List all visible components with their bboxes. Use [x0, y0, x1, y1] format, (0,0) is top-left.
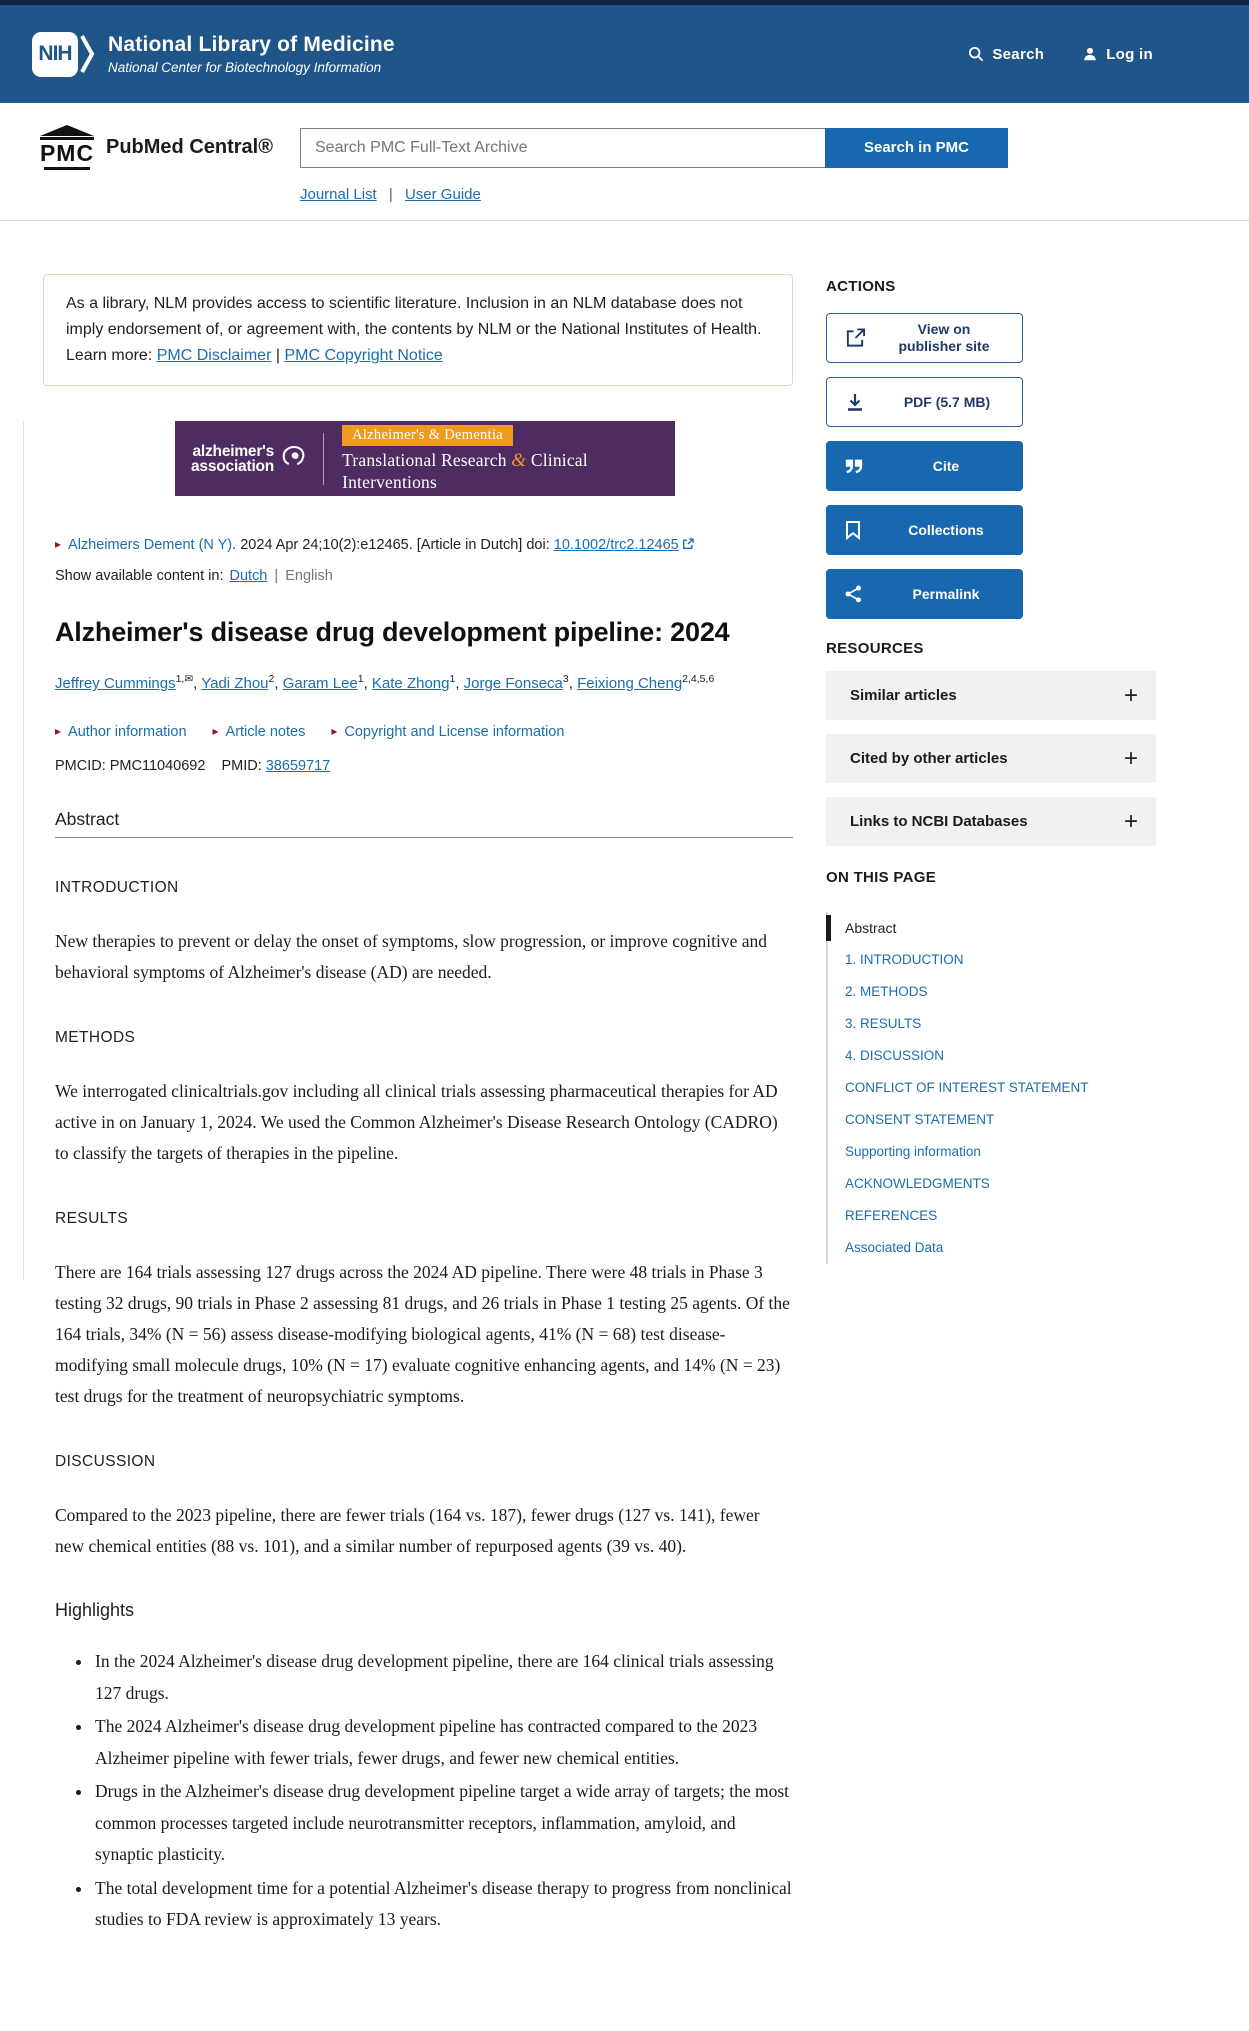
language-label: Show available content in: — [55, 568, 224, 585]
pmc-logo[interactable] — [38, 125, 300, 170]
toc-item-methods[interactable]: 2. METHODS — [845, 984, 928, 1000]
author-link[interactable]: Feixiong Cheng — [577, 675, 683, 693]
bookmark-icon — [844, 520, 862, 540]
article — [43, 421, 793, 1936]
triangle-bullet-icon — [331, 724, 344, 740]
journal-banner — [175, 421, 675, 496]
abstract-heading: Abstract — [55, 808, 793, 838]
ncbi-links-expander[interactable] — [826, 797, 1156, 846]
section-paragraph-introduction: New therapies to prevent or delay the onset of symptoms, slow progression, or improve cognitive and behavioral symptoms of Alzheimer's disease (AD) are needed. — [55, 931, 767, 983]
pmc-quick-links — [300, 186, 1249, 203]
author-separator: , — [568, 675, 578, 693]
pmcid-value: PMC11040692 — [109, 758, 206, 775]
pmid-link[interactable]: 38659717 — [265, 758, 331, 775]
assoc-line2: association — [191, 457, 275, 475]
user-guide-link[interactable]: User Guide — [404, 186, 481, 204]
triangle-bullet-icon — [213, 724, 226, 740]
header-login-label: Log in — [1106, 45, 1153, 63]
pmc-search-button[interactable]: Search in PMC — [825, 128, 1008, 168]
pmc-logo-baseline — [44, 167, 90, 170]
pmid-label: PMID: — [221, 758, 262, 775]
links-separator: | — [388, 186, 393, 204]
similar-articles-expander[interactable] — [826, 671, 1156, 720]
author-separator: , — [274, 675, 283, 693]
toc-item-consent[interactable]: CONSENT STATEMENT — [845, 1112, 995, 1128]
english-current-label: English — [285, 568, 333, 585]
author-link[interactable]: Jeffrey Cummings — [55, 675, 176, 693]
triangle-bullet-icon — [55, 724, 68, 740]
cite-button[interactable] — [826, 441, 1023, 491]
plus-icon: + — [1123, 744, 1138, 772]
author-affiliation: 1 — [357, 673, 364, 686]
ampersand-glyph: & — [511, 449, 527, 471]
external-link-icon — [845, 328, 866, 349]
pmc-search-bar — [0, 103, 1249, 221]
view-publisher-button[interactable] — [826, 313, 1023, 363]
journal-link[interactable]: Alzheimers Dement (N Y) — [68, 537, 233, 554]
on-this-page-nav — [826, 912, 1156, 1264]
citation-line — [55, 534, 793, 555]
pmc-copyright-link[interactable]: PMC Copyright Notice — [284, 347, 443, 365]
org-subtitle: National Center for Biotechnology Information — [108, 60, 382, 75]
highlight-item: • Drugs in the Alzheimer's disease drug development pipeline target a wide array of targets; the most common processes targeted include neurotransmitter receptors, inflammation, amyloid, and synaptic plasticity. — [93, 1776, 793, 1871]
journal-subtitle-post: Clinical Interventions — [342, 449, 588, 492]
journal-subtitle — [342, 450, 675, 493]
toc-item-associated-data[interactable]: Associated Data — [845, 1240, 944, 1256]
disclaimer-separator: | — [275, 347, 280, 365]
pdf-button-label: PDF (5.7 MB) — [903, 393, 991, 410]
article-notes-link[interactable]: Article notes — [225, 724, 306, 741]
section-paragraph-discussion: Compared to the 2023 pipeline, there are fewer trials (164 vs. 187), fewer drugs (127 vs. 141), fewer new chemical entities (88 vs. 101), and a similar number of repurposed agents (39 vs. 40). — [55, 1505, 760, 1557]
toc-item-discussion[interactable]: 4. DISCUSSION — [845, 1048, 945, 1064]
header-search-label: Search — [992, 45, 1045, 63]
org-title: National Library of Medicine — [108, 33, 395, 56]
author-affiliation: 2,4,5,6 — [682, 673, 715, 686]
author-affiliation: 3 — [562, 673, 569, 686]
nih-logo — [32, 32, 95, 77]
similar-articles-label: Similar articles — [850, 687, 957, 705]
highlight-item: • The 2024 Alzheimer's disease drug development pipeline has contracted compared to the 2023 Alzheimer pipeline with fewer trials, fewer drugs, and fewer new chemical entities. — [93, 1711, 793, 1774]
article-title: Alzheimer's disease drug development pipeline: 2024 — [55, 617, 730, 648]
toc-item-abstract[interactable]: Abstract — [828, 912, 1156, 944]
pmc-search-input[interactable] — [300, 128, 825, 168]
author-affiliation: 1 — [449, 673, 456, 686]
view-publisher-label: View on publisher site — [898, 320, 990, 355]
journal-subtitle-pre: Translational Research — [342, 449, 507, 470]
journal-badge: Alzheimer's & Dementia — [342, 425, 513, 446]
nlm-logo[interactable] — [32, 32, 395, 77]
pdf-download-button[interactable] — [826, 377, 1023, 427]
copyright-license-link[interactable]: Copyright and License information — [344, 724, 565, 741]
alzheimers-association-logo — [191, 444, 307, 474]
disclaimer-learn-more: Learn more: — [66, 347, 153, 365]
article-meta-links — [55, 721, 793, 742]
section-heading-introduction: INTRODUCTION — [55, 879, 179, 897]
author-affiliation: 1,✉ — [175, 673, 194, 686]
author-link[interactable]: Kate Zhong — [371, 675, 450, 693]
author-affiliation: 2 — [268, 673, 275, 686]
collections-button-label: Collections — [908, 521, 984, 538]
download-icon — [845, 392, 865, 412]
toc-item-acknowledgments[interactable]: ACKNOWLEDGMENTS — [845, 1176, 990, 1192]
nlm-header — [0, 5, 1249, 103]
plus-icon: + — [1123, 681, 1138, 709]
doi-link[interactable]: 10.1002/trc2.12465 — [553, 537, 679, 554]
section-paragraph-methods: We interrogated clinicaltrials.gov including all clinical trials assessing pharmaceutical therapies for AD active in on January 1, 2024. We used the Common Alzheimer's Disease Research Ontology (CADRO) to classify the targets of therapies in the pipeline. — [55, 1081, 778, 1164]
assoc-line1: alzheimer's — [192, 442, 275, 460]
permalink-button-label: Permalink — [912, 585, 980, 602]
plus-icon: + — [1123, 807, 1138, 835]
actions-heading: ACTIONS — [826, 278, 896, 296]
toc-item-references[interactable]: REFERENCES — [845, 1208, 938, 1224]
cite-button-label: Cite — [932, 457, 960, 474]
pmc-name: PubMed Central® — [106, 136, 273, 159]
nih-logo-box: NIH — [32, 32, 78, 77]
header-search-link[interactable] — [968, 46, 1044, 63]
author-list — [55, 668, 793, 695]
section-heading-results: RESULTS — [55, 1210, 129, 1228]
cited-by-label: Cited by other articles — [850, 750, 1008, 768]
pmc-acronym: PMC — [39, 140, 95, 166]
article-left-rule — [23, 421, 24, 1280]
pmc-disclaimer-link[interactable]: PMC Disclaimer — [156, 347, 272, 365]
article-ids — [55, 756, 793, 776]
brain-icon — [279, 441, 307, 469]
author-information-link[interactable]: Author information — [68, 724, 187, 741]
collections-button[interactable] — [826, 505, 1023, 555]
highlights-list — [55, 1646, 793, 1936]
ncbi-links-label: Links to NCBI Databases — [850, 813, 1028, 831]
disclaimer-text: As a library, NLM provides access to scientific literature. Inclusion in an NLM database does not imply endorsement of, or agreement with, the contents by NLM or the National Institutes of Health. — [66, 295, 762, 339]
language-separator: | — [274, 568, 279, 585]
sidebar — [826, 274, 1156, 1938]
author-separator: , — [193, 675, 202, 693]
header-login-link[interactable] — [1082, 46, 1153, 63]
highlight-item: • The total development time for a potential Alzheimer's disease therapy to progress from nonclinical studies to FDA review is approximately 13 years. — [93, 1873, 793, 1936]
language-selector — [55, 566, 793, 586]
author-separator: , — [363, 675, 372, 693]
pmc-temple-icon — [38, 125, 96, 170]
section-heading-discussion: DISCUSSION — [55, 1453, 156, 1471]
cited-by-expander[interactable] — [826, 734, 1156, 783]
toc-item-supporting[interactable]: Supporting information — [845, 1144, 981, 1160]
pmcid-label: PMCID: — [55, 758, 106, 775]
banner-divider — [323, 433, 324, 485]
resources-heading: RESOURCES — [826, 640, 924, 658]
author-link[interactable]: Yadi Zhou — [201, 675, 269, 693]
author-link[interactable]: Jorge Fonseca — [463, 675, 563, 693]
section-paragraph-results: There are 164 trials assessing 127 drugs across the 2024 AD pipeline. There were 48 trials in Phase 3 testing 32 drugs, 90 trials in Phase 2 assessing 81 drugs, and 26 trials in Phase 1 testing 25 agents. Of the 164 trials, 34% (N = 56) assess disease-modifying biological agents, 41% (N = 68) test disease-modifying small molecule drugs, 10% (N = 17) evaluate cognitive enhancing agents, and 14% (N = 23) test drugs for the treatment of neuropsychiatric symptoms. — [55, 1262, 790, 1407]
toc-item-conflict[interactable]: CONFLICT OF INTEREST STATEMENT — [845, 1080, 1089, 1096]
nlm-disclaimer-box — [43, 274, 793, 386]
person-icon — [1082, 46, 1098, 62]
section-heading-methods: METHODS — [55, 1029, 136, 1047]
toc-item-introduction[interactable]: 1. INTRODUCTION — [845, 952, 964, 968]
citation-details: . 2024 Apr 24;10(2):e12465. [Article in Dutch] doi: — [232, 537, 554, 554]
quote-icon — [844, 457, 864, 475]
toc-item-results[interactable]: 3. RESULTS — [845, 1016, 922, 1032]
share-icon — [844, 585, 863, 604]
nih-chevron-icon — [80, 33, 95, 75]
highlights-heading: Highlights — [55, 1600, 135, 1621]
journal-list-link[interactable]: Journal List — [300, 186, 377, 204]
author-separator: , — [455, 675, 464, 693]
triangle-bullet-icon — [55, 537, 68, 553]
dutch-link[interactable]: Dutch — [229, 568, 268, 585]
on-this-page-heading: ON THIS PAGE — [826, 869, 936, 887]
search-icon — [968, 46, 984, 62]
highlight-item: • In the 2024 Alzheimer's disease drug development pipeline, there are 164 clinical trials assessing 127 drugs. — [93, 1646, 793, 1709]
external-link-icon — [682, 538, 694, 550]
author-link[interactable]: Garam Lee — [282, 675, 358, 693]
permalink-button[interactable] — [826, 569, 1023, 619]
